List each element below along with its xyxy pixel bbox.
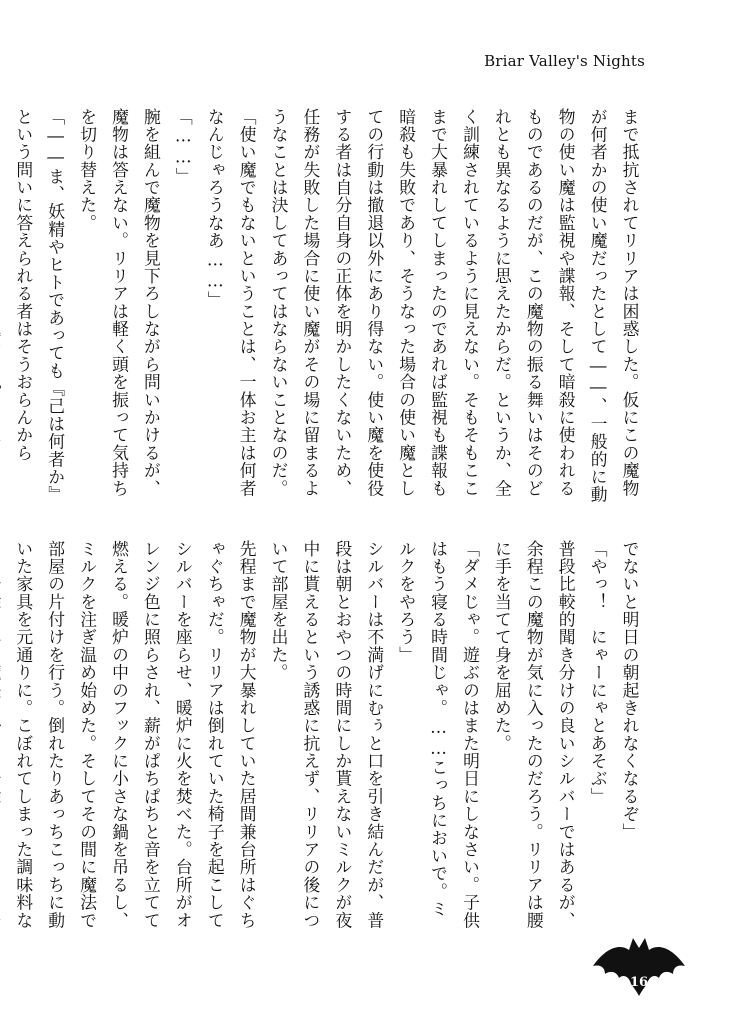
paragraph: 先程まで魔物が大暴れしていた居間兼台所はぐちゃぐちゃだ。リリアは倒れていた椅子を起こしてシルバーを座らせ、暖炉に火を焚べた。台所がオレンジ色に照らされ、薪がぱちぱちと音を立てて燃える。暖炉の中のフックに小さな鍋を吊るし、ミルクを注ぎ温め始めた。そしてその間に魔法で部屋の片付けを行う。倒れたりあっちこっちに動いた家具を元通りに。こぼれてしまった調味料な <box>13 540 258 930</box>
paragraph: まで抵抗されてリリアは困惑した。仮にこの魔物が何者かの使い魔だったとして――、一般的に動物の使い魔は監視や諜報、そして暗殺に使われるものであるのだが、この魔物の振る舞いはそのどれとも異なるように思えたからだ。というか、全く訓練されているように見えない。そもそもここまで大暴れしてしまったのであれば監視も諜報も暗殺も失敗であり、そうなった場合の使い魔としての行動は撤退以外にあり得ない。使い魔を使役する者は自分自身の正体を明かしたくないため、任務が失敗した場合に使い魔がその場に留まるようなことは決してあってはならないことなのだ。 <box>269 108 640 504</box>
dialogue-line: 「やっ！ にゃーにゃとあそぶ」 <box>588 540 609 806</box>
upper-text-block <box>13 108 645 504</box>
paragraph: 普段比較的聞き分けの良いシルバーではあるが、余程この魔物が気に入ったのだろう。リリアは腰に手を当てて身を屈めた。 <box>492 540 577 930</box>
page-ornament <box>589 936 689 1002</box>
lower-text-block <box>13 540 645 932</box>
dialogue-line: でないと明日の朝起きれなくなるぞ」 <box>620 540 640 841</box>
dialogue-line: 「……」 <box>173 108 194 186</box>
dialogue-line: 「ダメじゃ。遊ぶのはまた明日にしなさい。子供はもう寝る時間じゃ。……こっちにおいで。ミルクをやろう」 <box>396 540 481 930</box>
bat-icon <box>589 936 689 1002</box>
paragraph: 腕を組んで魔物を見下ろしながら問いかけるが、魔物は答えない。リリアは軽く頭を振って気持ちを切り替えた。 <box>77 108 162 498</box>
running-title: Briar Valley's Nights <box>484 52 645 70</box>
dialogue-line: 「使い魔でもないということは、一体お主は何者なんじゃろうなあ……」 <box>205 108 258 498</box>
paragraph: シルバーは不満げにむぅと口を引き結んだが、普段は朝とおやつの時間にしか貰えないミルクが夜中に貰えるという誘惑に抗えず、リリアの後について部屋を出た。 <box>269 540 385 930</box>
dialogue-line: 「――ま、妖精やヒトであっても『己は何者か』という問いに答えられる者はそうおらんから <box>13 108 66 504</box>
page-number: 16 <box>629 975 649 990</box>
